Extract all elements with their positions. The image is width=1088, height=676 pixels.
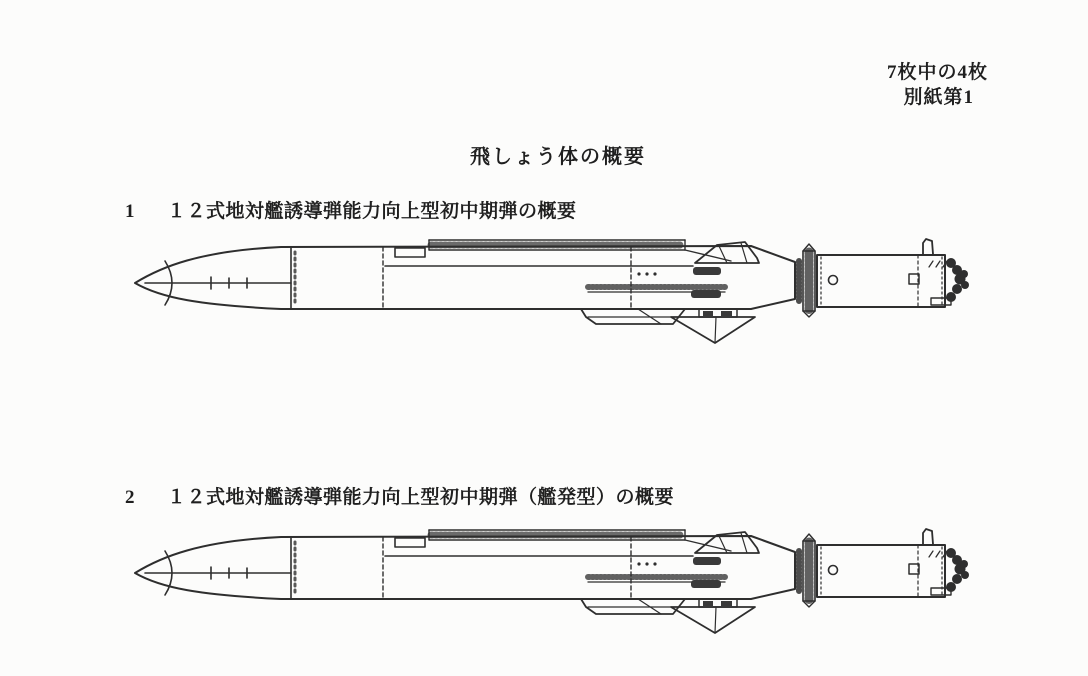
missile-diagram-ship-launched xyxy=(132,526,990,640)
page-title: 飛しょう体の概要 xyxy=(470,146,646,168)
section-1-number: 1 xyxy=(125,201,135,222)
corner-note xyxy=(887,60,988,110)
section-2-title: １２式地対艦誘導弾能力向上型初中期弾（艦発型）の概要 xyxy=(167,487,675,508)
section-2-heading xyxy=(125,482,674,509)
sheet-count-label: 7枚中の4枚 xyxy=(886,62,988,83)
attachment-label: 別紙第1 xyxy=(903,87,974,108)
section-2-number: 2 xyxy=(125,487,135,508)
section-1-title: １２式地対艦誘導弾能力向上型初中期弾の概要 xyxy=(167,201,577,222)
section-1-heading xyxy=(125,196,577,223)
missile-diagram-ground-launched xyxy=(132,236,990,350)
